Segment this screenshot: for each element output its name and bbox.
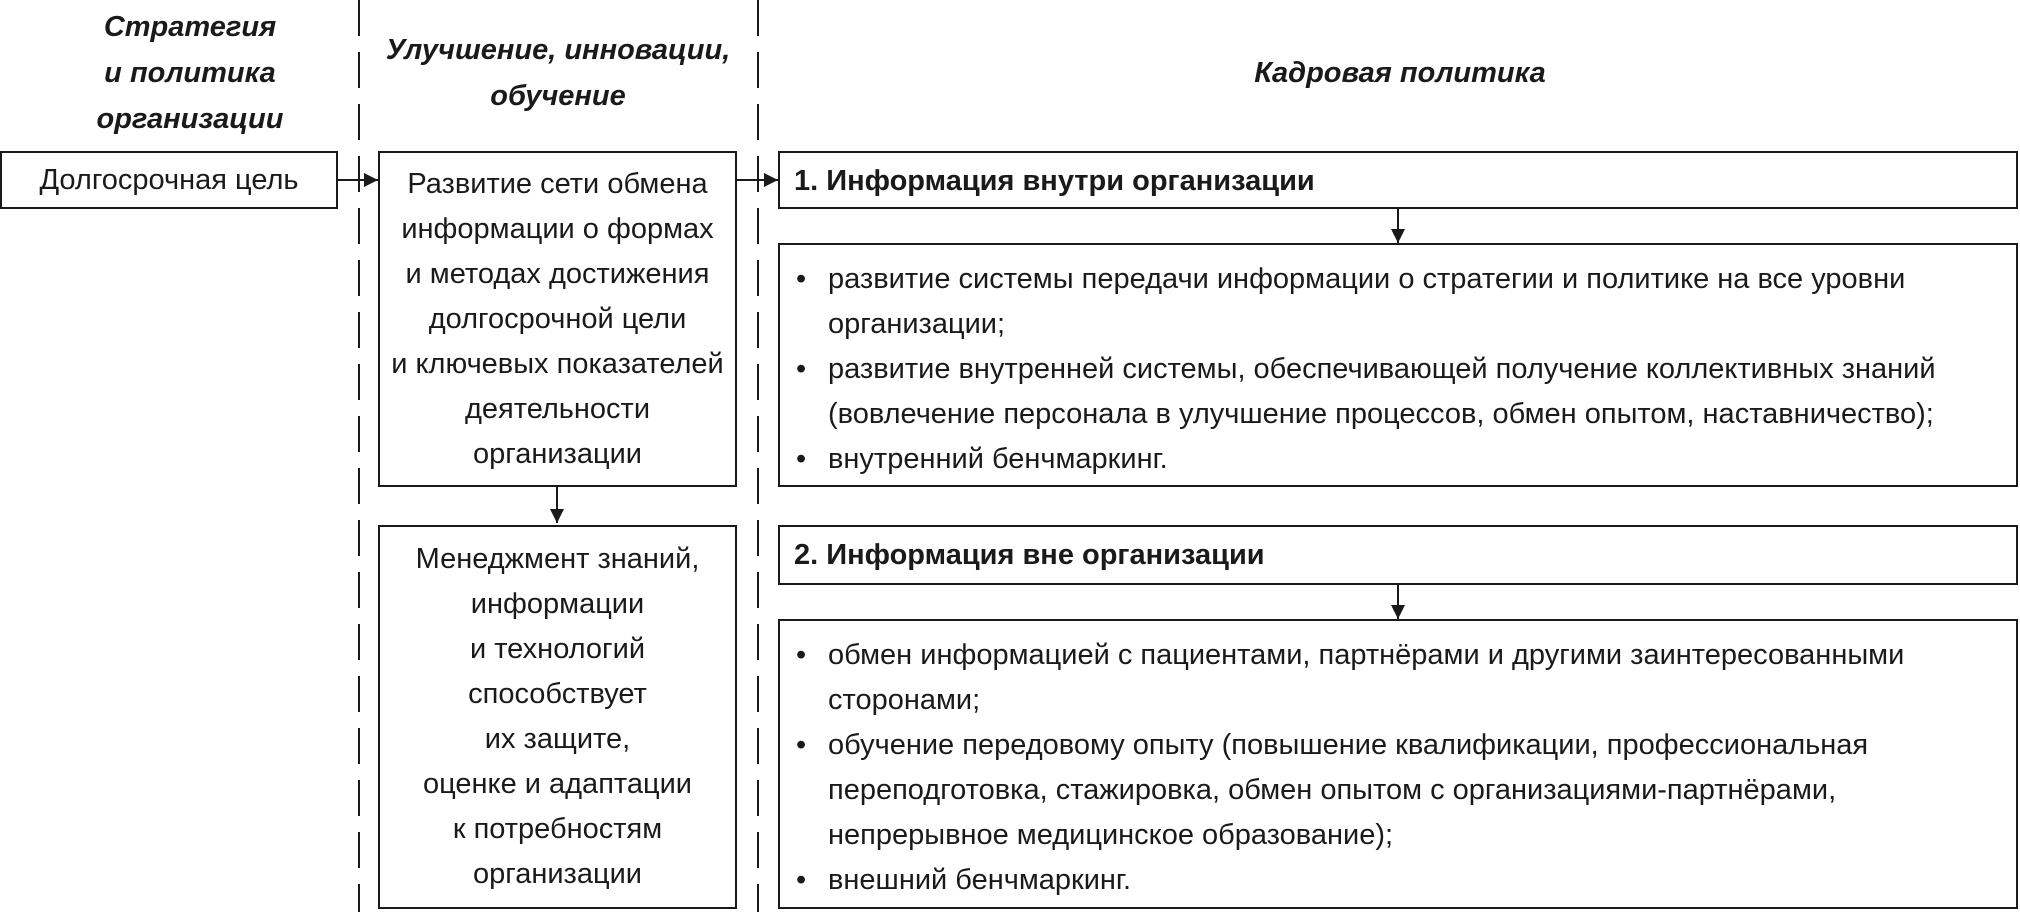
internal-info-title: 1. Информация внутри организации [794, 165, 1315, 197]
knowledge-management-box: Менеджмент знаний, информации и технологий способствует их защите, оценке и адаптации к потребностям организации [378, 525, 737, 909]
external-info-title: 2. Информация вне организации [794, 539, 1265, 571]
internal-info-list [780, 245, 2016, 482]
goal-label: Долгосрочная цель [39, 163, 299, 196]
list-item: • обучение передовому опыту (повышение квалификации, профессиональная переподготовка, стажировка, обмен опытом с организациями-партнёрами, непрерывное медицинское образование); [780, 723, 2016, 858]
header-strategy: Стратегия и политика организации [96, 11, 284, 135]
network-development-box: Развитие сети обмена информации о формах и методах достижения долгосрочной цели и ключевых показателей деятельности организации [378, 151, 737, 487]
external-info-title-box [778, 525, 2018, 585]
external-info-list-box [778, 619, 2018, 909]
list-item: • развитие внутренней системы, обеспечивающей получение коллективных знаний (вовлечение персонала в улучшение процессов, обмен опытом, наставничество); [780, 347, 2016, 437]
list-item: • внешний бенчмаркинг. [780, 858, 2016, 903]
list-item: • внутренний бенчмаркинг. [780, 437, 2016, 482]
internal-info-title-box [778, 151, 2018, 209]
header-improvement: Улучшение, инновации, обучение [385, 34, 731, 112]
goal-box [0, 151, 338, 209]
header-hr-policy: Кадровая политика [1254, 57, 1546, 89]
list-item: • обмен информацией с пациентами, партнёрами и другими заинтересованными сторонами; [780, 633, 2016, 723]
internal-info-list-box [778, 243, 2018, 487]
external-info-list [780, 621, 2016, 903]
list-item: • развитие системы передачи информации о стратегии и политике на все уровни организации; [780, 257, 2016, 347]
